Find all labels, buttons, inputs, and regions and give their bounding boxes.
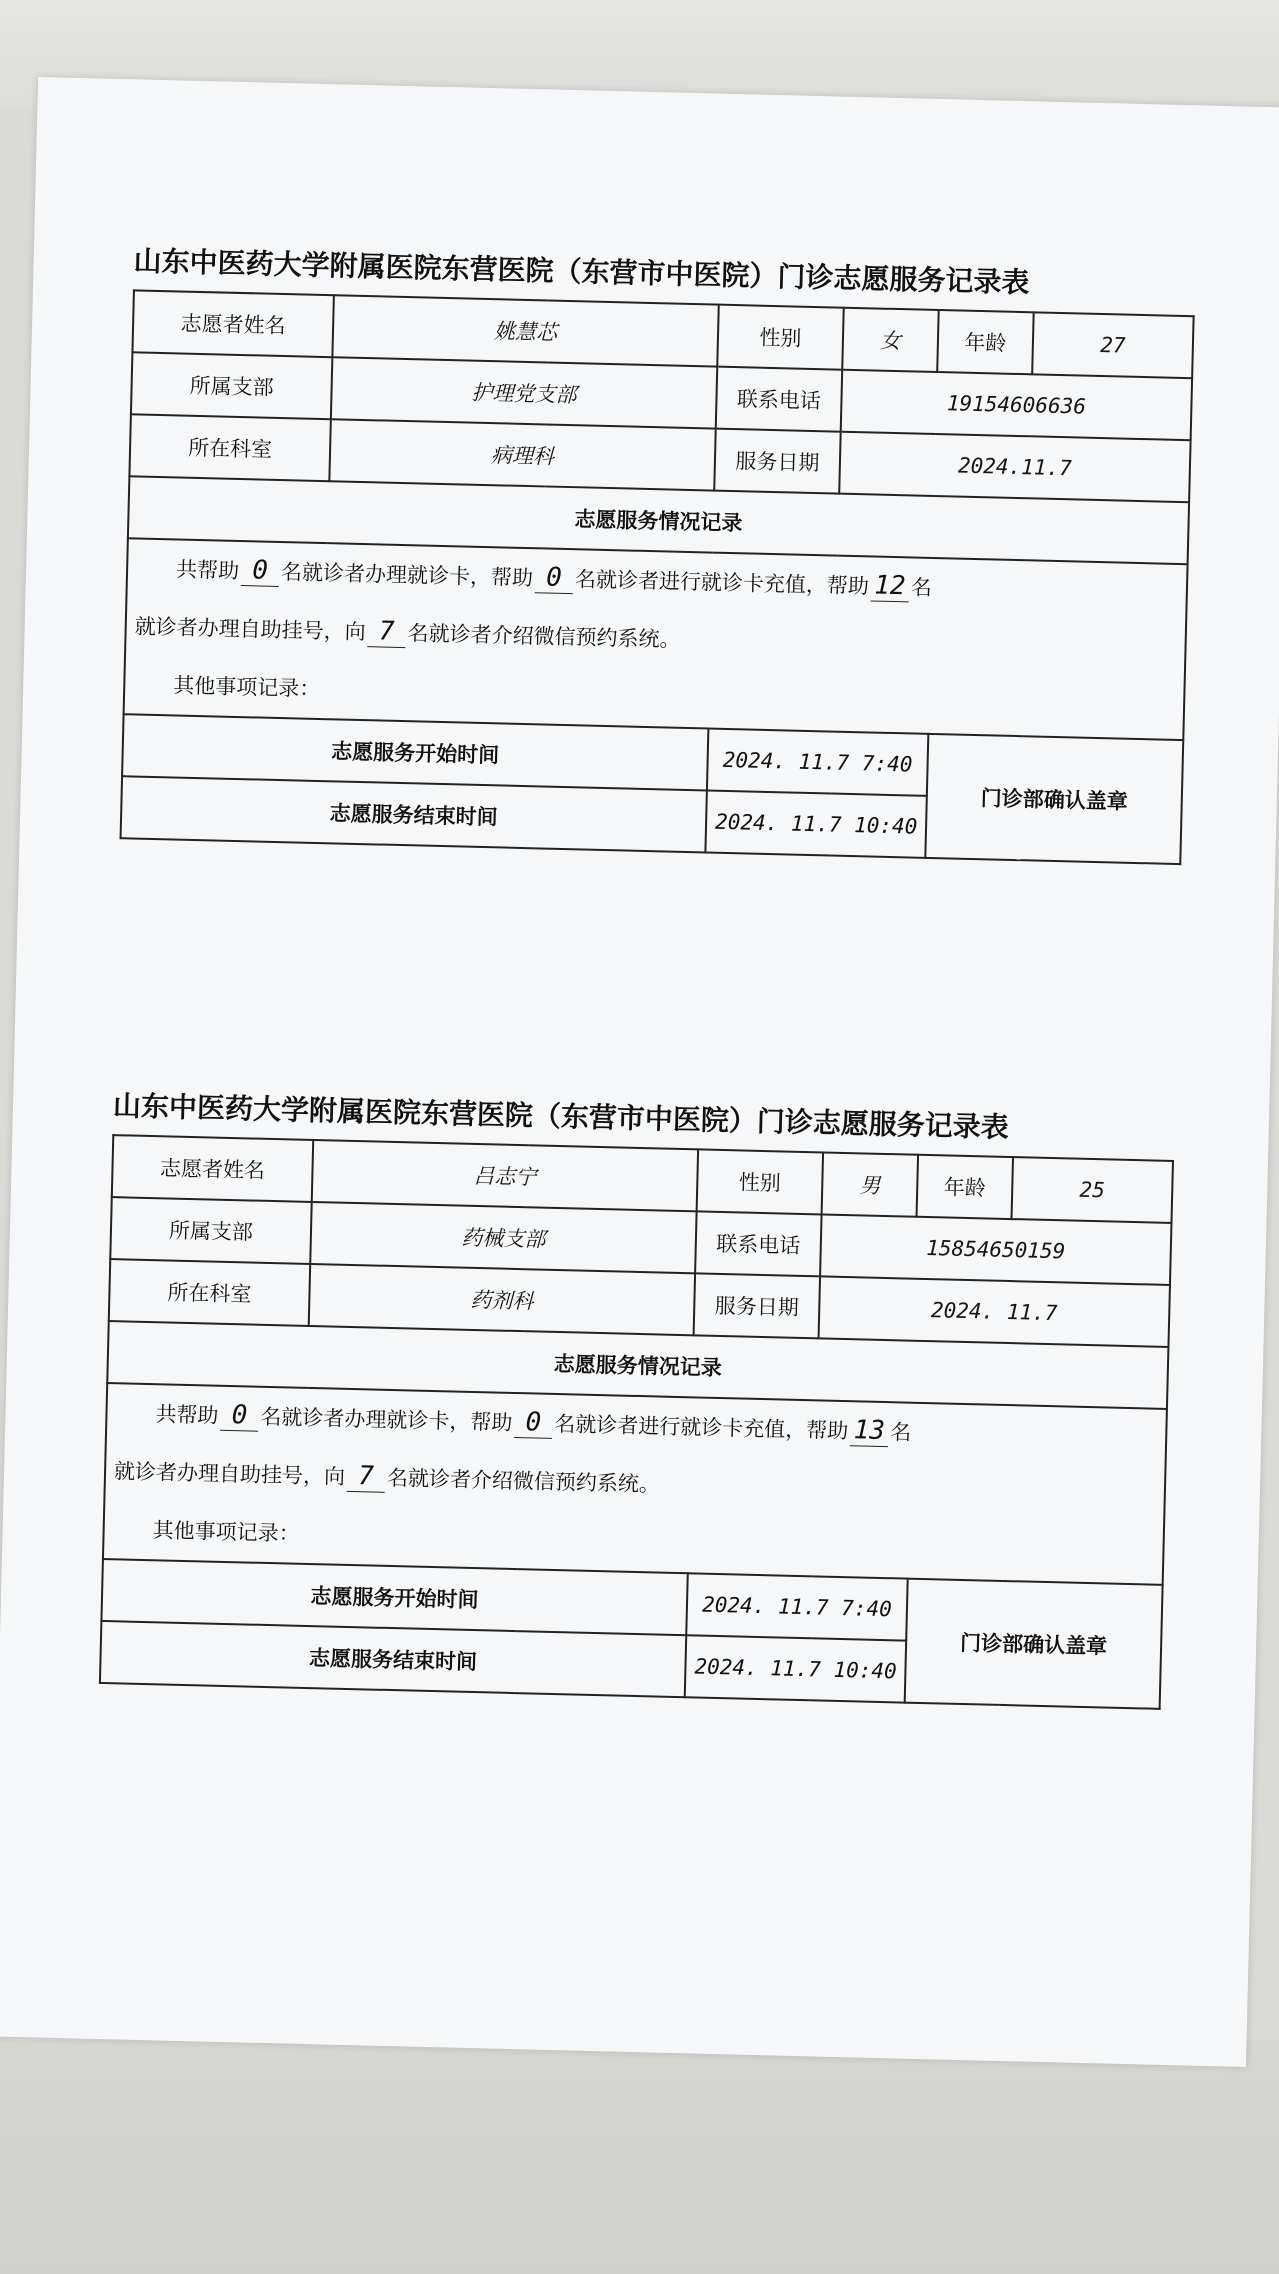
service-record (103, 1383, 1167, 1585)
record-line-2: 就诊者办理自助挂号，向 7 名就诊者介绍微信预约系统。 (134, 614, 681, 652)
branch-label: 所属支部 (131, 352, 332, 419)
phone-label: 联系电话 (695, 1211, 821, 1276)
dept-value: 病理科 (329, 419, 715, 490)
phone-value: 19154606636 (841, 370, 1192, 441)
date-label: 服务日期 (694, 1273, 820, 1338)
date-value: 2024. 11.7 (819, 1276, 1170, 1347)
dept-label: 所在科室 (109, 1259, 310, 1326)
background-bottom (0, 2040, 1279, 2274)
form-title: 山东中医药大学附属医院东营医院（东营市中医院）门诊志愿服务记录表 (112, 1089, 1010, 1144)
gender-label: 性别 (717, 305, 843, 370)
end-time-value: 2024. 11.7 10:40 (705, 791, 926, 858)
other-notes-label: 其他事项记录： (173, 673, 321, 702)
gender-value: 男 (822, 1152, 918, 1216)
section-title: 志愿服务情况记录 (107, 1321, 1168, 1409)
name-value: 吕志宁 (312, 1140, 698, 1211)
gender-label: 性别 (697, 1149, 823, 1214)
phone-label: 联系电话 (716, 367, 842, 432)
paper-sheet (0, 77, 1279, 2067)
age-value: 27 (1032, 312, 1193, 378)
dept-value: 药剂科 (309, 1264, 695, 1335)
age-label: 年龄 (937, 310, 1033, 374)
count-recharge: 0 (535, 562, 574, 594)
volunteer-record-form-2 (99, 1084, 1173, 1710)
record-table (99, 1134, 1174, 1710)
start-time-label: 志愿服务开始时间 (122, 714, 708, 790)
end-time-label: 志愿服务结束时间 (100, 1621, 686, 1697)
count-recharge: 0 (514, 1407, 553, 1439)
volunteer-record-form-1 (120, 239, 1194, 865)
stamp-label: 门诊部确认盖章 (905, 1579, 1163, 1709)
count-wechat: 7 (347, 1461, 386, 1493)
form-title: 山东中医药大学附属医院东营医院（东营市中医院）门诊志愿服务记录表 (133, 244, 1030, 300)
age-label: 年龄 (917, 1155, 1013, 1219)
gender-value: 女 (842, 308, 938, 372)
end-time-value: 2024. 11.7 10:40 (685, 1635, 906, 1702)
name-label: 志愿者姓名 (112, 1135, 313, 1202)
name-label: 志愿者姓名 (132, 290, 333, 357)
count-wechat: 7 (367, 616, 406, 648)
count-card: 0 (241, 555, 280, 587)
other-notes-label: 其他事项记录： (152, 1518, 300, 1546)
section-title: 志愿服务情况记录 (128, 476, 1189, 564)
name-value: 姚慧芯 (332, 295, 718, 366)
count-register: 13 (850, 1415, 889, 1447)
count-register: 12 (871, 570, 910, 602)
stamp-label: 门诊部确认盖章 (925, 734, 1183, 864)
count-card: 0 (220, 1400, 259, 1432)
date-value: 2024.11.7 (839, 432, 1190, 503)
service-record (124, 538, 1188, 740)
end-time-label: 志愿服务结束时间 (121, 776, 707, 852)
date-label: 服务日期 (714, 429, 840, 494)
branch-value: 护理党支部 (331, 357, 717, 428)
branch-value: 药械支部 (310, 1202, 696, 1273)
dept-label: 所在科室 (129, 414, 330, 481)
record-line-1: 共帮助 0 名就诊者办理就诊卡，帮助 0 名就诊者进行就诊卡充值，帮助 13 名 (155, 1400, 912, 1447)
row-record-body (103, 1383, 1167, 1585)
record-line-1: 共帮助 0 名就诊者办理就诊卡，帮助 0 名就诊者进行就诊卡充值，帮助 12 名 (175, 555, 933, 602)
record-line-2: 就诊者办理自助挂号，向 7 名就诊者介绍微信预约系统。 (113, 1459, 661, 1497)
branch-label: 所属支部 (110, 1197, 311, 1264)
age-value: 25 (1012, 1157, 1173, 1223)
record-table (120, 289, 1195, 865)
row-record-body (124, 538, 1188, 740)
start-time-value: 2024. 11.7 7:40 (686, 1573, 907, 1640)
start-time-label: 志愿服务开始时间 (101, 1559, 687, 1635)
phone-value: 15854650159 (820, 1214, 1171, 1285)
start-time-value: 2024. 11.7 7:40 (707, 729, 928, 796)
